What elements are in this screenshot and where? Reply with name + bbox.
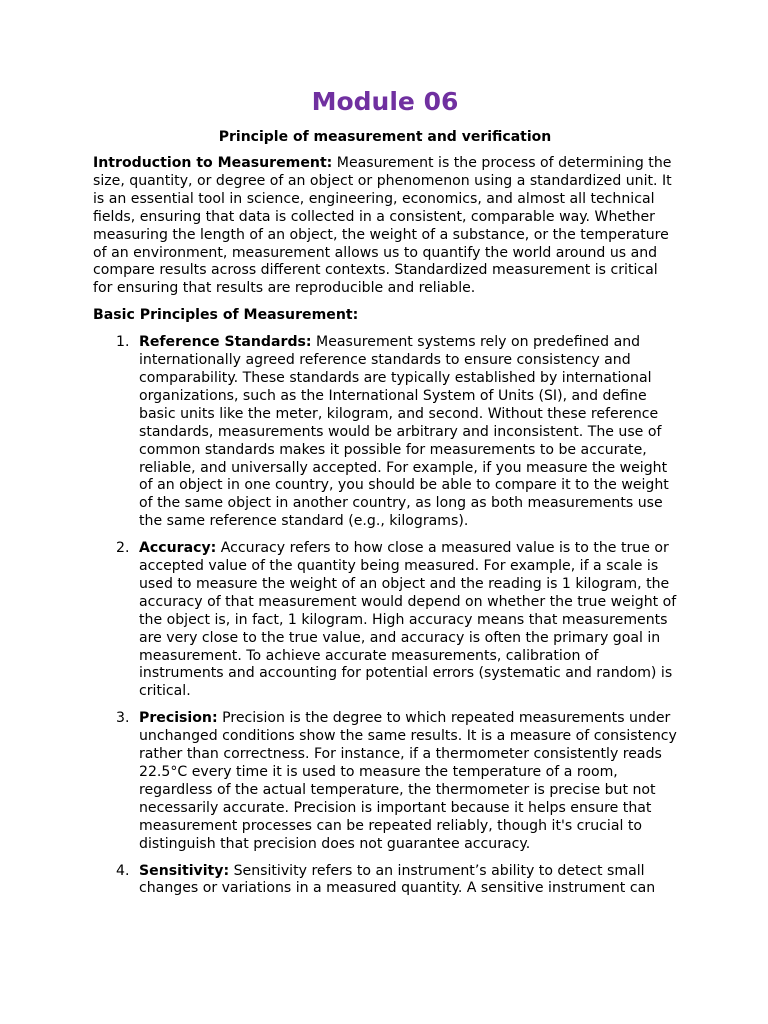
list-number: 1. [116, 334, 130, 351]
list-item-label: Sensitivity: [139, 862, 230, 879]
list-item-label: Reference Standards: [139, 334, 312, 351]
principles-list [93, 334, 677, 898]
list-number: 3. [116, 710, 130, 727]
document-page [93, 86, 677, 907]
principles-heading: Basic Principles of Measurement: [93, 307, 359, 324]
list-number: 2. [116, 540, 130, 557]
list-item-reference-standards [93, 334, 677, 531]
intro-paragraph [93, 155, 677, 298]
list-item-sensitivity [93, 863, 677, 899]
list-item-text: Sensitivity refers to an instrument’s ability to detect small changes or variations in a measured quantity. A sensitive instrument can [139, 862, 656, 897]
list-item-text: Precision is the degree to which repeated measurements under unchanged conditions show the same results. It is a measure of consistency rather than correctness. For instance, if a thermometer consistently reads 22.5°C every time it is used to measure the temperature of a room, regardless of the actual temperature, the thermometer is precise but not necessarily accurate. Precision is important because it helps ensure that measurement processes can be repeated reliably, though it's crucial to distinguish that precision does not guarantee accuracy. [139, 710, 677, 852]
document-subtitle: Principle of measurement and verification [218, 129, 552, 145]
list-item-accuracy [93, 540, 677, 701]
list-number: 4. [116, 862, 130, 879]
list-item-label: Accuracy: [139, 540, 217, 557]
list-item-text: Measurement systems rely on predefined and internationally agreed reference standards to ensure consistency and comparability. These standards are typically established by international organizations, such as the International System of Units (SI), and define basic units like the meter, kilogram, and second. Without these reference standards, measurements would be arbitrary and inconsistent. The use of common standards makes it possible for measurements to be accurate, reliable, and universally accepted. For example, if you measure the weight of an object in one country, you should be able to compare it to the weight of the same object in another country, as long as both measurements use the same reference standard (e.g., kilograms). [139, 334, 669, 530]
list-item-precision [93, 710, 677, 853]
document-title: Module 06 [311, 87, 459, 116]
list-item-text: Accuracy refers to how close a measured value is to the true or accepted value of the quantity being measured. For example, if a scale is used to measure the weight of an object and the reading is 1 kilogram, the accuracy of that measurement would depend on whether the true weight of the object is, in fact, 1 kilogram. High accuracy means that measurements are very close to the true value, and accuracy is often the primary goal in measurement. To achieve accurate measurements, calibration of instruments and accounting for potential errors (systematic and random) is critical. [139, 540, 677, 700]
intro-text: Measurement is the process of determining the size, quantity, or degree of an object or phenomenon using a standardized unit. It is an essential tool in science, engineering, economics, and almost all technical fields, ensuring that data is collected in a consistent, comparable way. Whether measuring the length of an object, the weight of a substance, or the temperature of an environment, measurement allows us to quantify the world around us and compare results across different contexts. Standardized measurement is critical for ensuring that results are reproducible and reliable. [93, 155, 672, 297]
intro-label: Introduction to Measurement: [93, 155, 333, 171]
list-item-label: Precision: [139, 710, 218, 727]
